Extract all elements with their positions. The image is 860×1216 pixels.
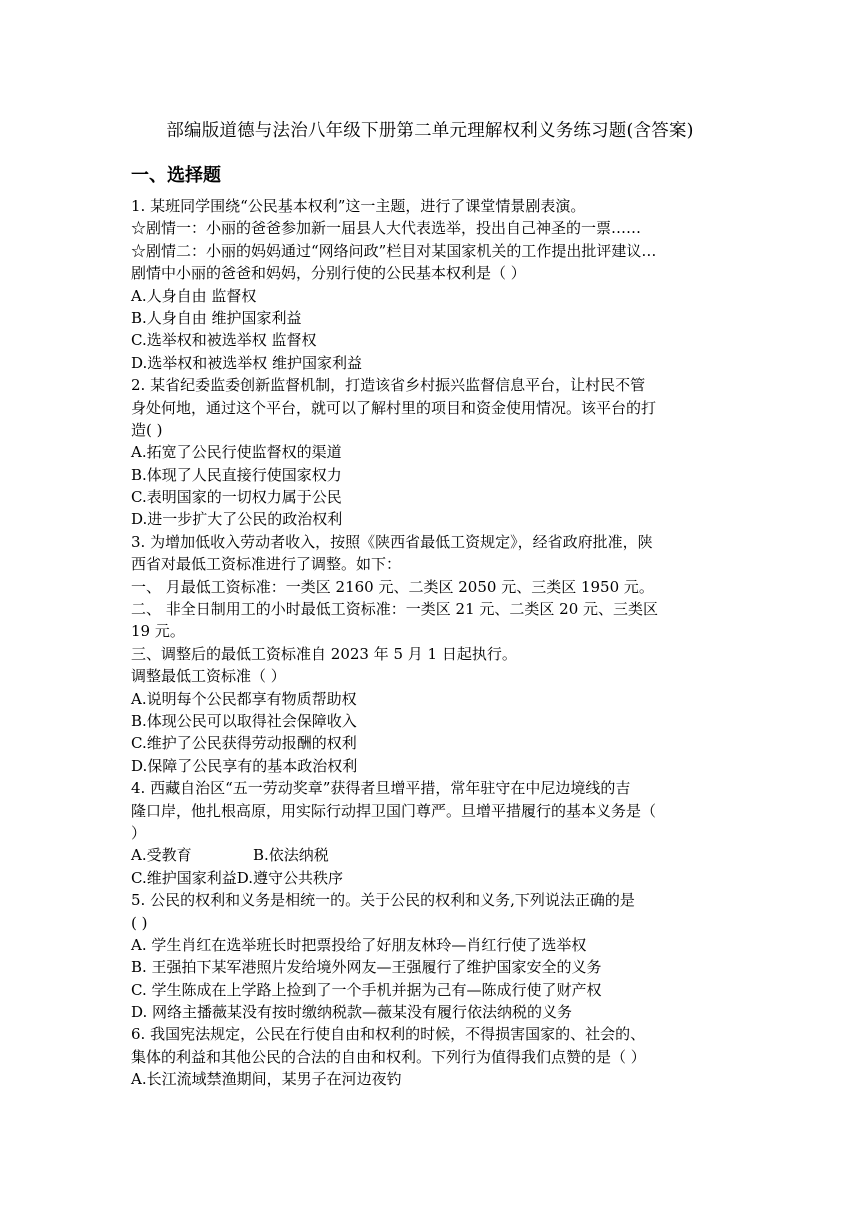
question-4-option-b: B.依法纳税 <box>253 846 329 865</box>
question-2-stem-line: 2. 某省纪委监委创新监督机制，打造该省乡村振兴监督信息平台，让村民不管 <box>131 376 646 395</box>
question-5-stem-line: 5. 公民的权利和义务是相统一的。关于公民的权利和义务,下列说法正确的是 <box>131 891 635 910</box>
question-1-option-d: D.选举权和被选举权 维护国家利益 <box>131 353 363 372</box>
question-4-option-row <box>131 867 731 889</box>
question-3-option-b: B.体现公民可以取得社会保障收入 <box>131 711 357 730</box>
question-3 <box>131 531 731 777</box>
question-6 <box>131 1023 731 1090</box>
question-5-option-a: A. 学生肖红在选举班长时把票投给了好朋友林玲—肖红行使了选举权 <box>131 935 587 954</box>
question-6-option-a: A.长江流域禁渔期间，某男子在河边夜钓 <box>131 1070 402 1089</box>
question-4-stem-line: ） <box>131 823 147 842</box>
question-5-option-d: D. 网络主播薇某没有按时缴纳税款—薇某没有履行依法纳税的义务 <box>131 1003 573 1022</box>
question-3-stem-line: 三、调整后的最低工资标准自 2023 年 5 月 1 日起执行。 <box>131 644 517 663</box>
question-6-stem-line: 集体的利益和其他公民的合法的自由和权利。下列行为值得我们点赞的是（ ） <box>131 1047 646 1066</box>
question-3-option-c: C.维护了公民获得劳动报酬的权利 <box>131 734 357 753</box>
question-2-option-b: B.体现了人民直接行使国家权力 <box>131 465 342 484</box>
question-1-stem-line: 1. 某班同学围绕“公民基本权利”这一主题，进行了课堂情景剧表演。 <box>131 197 586 215</box>
question-4-stem-line: 隆口岸，他扎根高原，用实际行动捍卫国门尊严。旦增平措履行的基本义务是（ <box>131 801 657 820</box>
question-1-stem-line: 剧情中小丽的爸爸和妈妈，分别行使的公民基本权利是（ ） <box>131 264 526 283</box>
question-1-stem-line: ☆剧情一：小丽的爸爸参加新一届县人大代表选举，投出自己神圣的一票…… <box>131 219 642 238</box>
question-6-stem-line: 6. 我国宪法规定，公民在行使自由和权利的时候，不得损害国家的、社会的、 <box>131 1025 646 1044</box>
question-3-stem-line: 3. 为增加低收入劳动者收入，按照《陕西省最低工资规定》，经省政府批准，陕 <box>131 532 653 551</box>
question-3-option-a: A.说明每个公民都享有物质帮助权 <box>131 689 357 708</box>
question-3-stem-line: 西省对最低工资标准进行了调整。如下： <box>131 555 402 574</box>
question-1-option-c: C.选举权和被选举权 监督权 <box>131 331 317 350</box>
question-3-stem-line: 一、 月最低工资标准：一类区 2160 元、二类区 2050 元、三类区 1950 元。 <box>131 577 654 596</box>
section-heading: 一、选择题 <box>131 165 221 186</box>
question-5-stem-line: ( ) <box>131 913 148 932</box>
question-3-stem-line: 调整最低工资标准（ ） <box>131 667 286 686</box>
question-4 <box>131 777 731 889</box>
document-title: 部编版道德与法治八年级下册第二单元理解权利义务练习题(含答案) <box>166 121 694 141</box>
question-2-option-d: D.进一步扩大了公民的政治权利 <box>131 510 343 529</box>
question-1-option-a: A.人身自由 监督权 <box>131 286 257 305</box>
question-2 <box>131 374 731 531</box>
question-4-option-c: C.维护国家利益 <box>131 868 237 887</box>
question-3-option-d: D.保障了公民享有的基本政治权利 <box>131 756 358 775</box>
question-3-stem-line: 19 元。 <box>131 622 185 641</box>
question-5-option-b: B. 王强拍下某军港照片发给境外网友—王强履行了维护国家安全的义务 <box>131 958 602 977</box>
question-5 <box>131 889 731 1023</box>
question-2-option-c: C.表明国家的一切权力属于公民 <box>131 488 342 507</box>
question-2-stem-line: 造( ) <box>131 420 163 439</box>
question-2-option-a: A.拓宽了公民行使监督权的渠道 <box>131 443 342 462</box>
question-4-option-row <box>131 844 731 866</box>
question-list <box>131 195 731 1091</box>
question-3-stem-line: 二、 非全日制用工的小时最低工资标准：一类区 21 元、二类区 20 元、三类区 <box>131 600 659 619</box>
question-1-stem-line: ☆剧情二：小丽的妈妈通过“网络问政”栏目对某国家机关的工作提出批评建议… <box>131 241 657 260</box>
question-1-option-b: B.人身自由 维护国家利益 <box>131 308 302 327</box>
question-5-option-c: C. 学生陈成在上学路上捡到了一个手机并据为己有—陈成行使了财产权 <box>131 980 602 999</box>
question-4-option-a: A.受教育 <box>131 846 192 865</box>
question-4-stem-line: 4. 西藏自治区“五一劳动奖章”获得者旦增平措，常年驻守在中尼边境线的吉 <box>131 779 631 798</box>
question-4-option-d: D.遵守公共秩序 <box>236 868 343 887</box>
question-1 <box>131 195 731 374</box>
question-2-stem-line: 身处何地，通过这个平台，就可以了解村里的项目和资金使用情况。该平台的打 <box>131 398 657 417</box>
